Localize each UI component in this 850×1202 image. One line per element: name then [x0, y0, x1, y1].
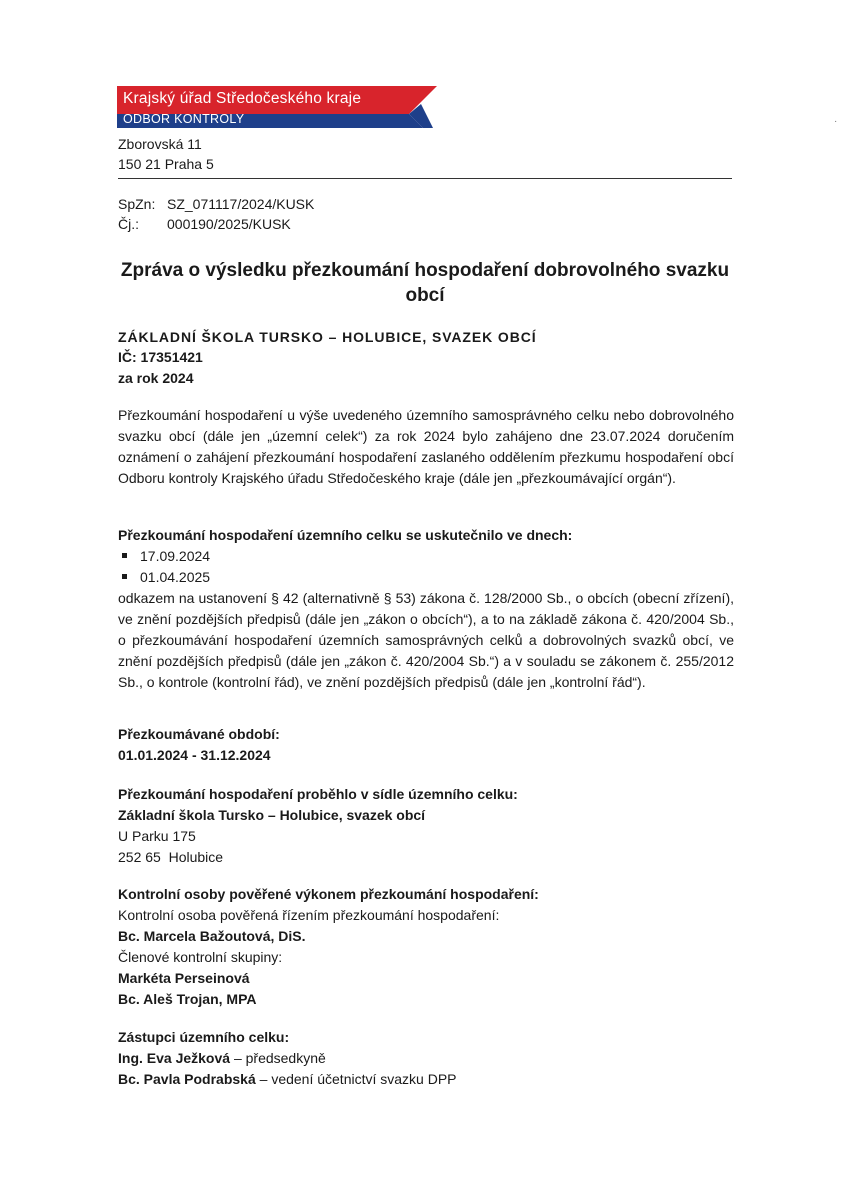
lead-inspector-name: Bc. Marcela Bažoutová, DiS. [118, 928, 306, 944]
member-name: Bc. Aleš Trojan, MPA [118, 991, 257, 1007]
location-heading: Přezkoumání hospodaření proběhlo v sídle územního celku: [118, 786, 518, 802]
dates-heading: Přezkoumání hospodaření územního celku se uskutečnilo ve dnech: [118, 527, 573, 543]
representative-role: – předsedkyně [230, 1050, 326, 1066]
location-city: 252 65 Holubice [118, 849, 224, 865]
representative-row [118, 1048, 326, 1069]
period-value: 01.01.2024 - 31.12.2024 [118, 747, 271, 763]
inspectors-heading: Kontrolní osoby pověřené výkonem přezkoumání hospodaření: [118, 886, 539, 902]
period-heading: Přezkoumávané období: [118, 726, 280, 742]
spzn-value: SZ_071117/2024/KUSK [167, 196, 315, 212]
legal-basis-paragraph: odkazem na ustanovení § 42 (alternativně § 53) zákona č. 128/2000 Sb., o obcích (obecní zřízení), ve znění pozdějších předpisů (dále jen „zákon o obcích“), a to na základě zákona č. 420/2004 Sb., o přezkoumávání hospodaření územních samosprávných celků a dobrovolných svazků obcí, ve znění pozdějších předpisů (dále jen „zákon č. 420/2004 Sb.“) a v souladu se zákonem č. 255/2012 Sb., o kontrole (kontrolní řád), ve znění pozdějších předpisů (dále jen „kontrolní řád“). [118, 590, 734, 690]
spzn-label: SpZn: [118, 196, 156, 212]
document-title: Zpráva o výsledku přezkoumání hospodaření dobrovolného svazku obcí [120, 260, 730, 306]
header-divider [118, 178, 732, 179]
members-label: Členové kontrolní skupiny: [118, 949, 283, 965]
representative-name: Ing. Eva Ježková [118, 1050, 231, 1066]
logo-department: ODBOR KONTROLY [123, 112, 245, 126]
representative-row [118, 1069, 457, 1090]
cj-value: 000190/2025/KUSK [167, 216, 291, 232]
date-item: 01.04.2025 [118, 567, 210, 588]
location-name: Základní škola Tursko – Holubice, svazek obcí [118, 807, 426, 823]
office-city: 150 21 Praha 5 [118, 156, 214, 172]
cj-label: Čj.: [118, 216, 139, 232]
date-item: 17.09.2024 [118, 546, 210, 567]
scan-dot: · [834, 116, 838, 127]
location-street: U Parku 175 [118, 828, 196, 844]
office-street: Zborovská 11 [118, 136, 202, 152]
subject-ico: IČ: 17351421 [118, 349, 203, 365]
logo-org-name: Krajský úřad Středočeského kraje [123, 90, 362, 107]
representatives-heading: Zástupci územního celku: [118, 1029, 290, 1045]
dates-list [118, 546, 210, 588]
lead-inspector-label: Kontrolní osoba pověřená řízením přezkoumání hospodaření: [118, 907, 500, 923]
representative-name: Bc. Pavla Podrabská [118, 1071, 256, 1087]
representative-role: – vedení účetnictví svazku DPP [255, 1071, 457, 1087]
member-name: Markéta Perseinová [118, 970, 250, 986]
subject-year: za rok 2024 [118, 370, 194, 386]
intro-paragraph: Přezkoumání hospodaření u výše uvedeného územního samosprávného celku nebo dobrovolného svazku obcí (dále jen „územní celek“) za rok 2024 bylo zahájeno dne 23.07.2024 doručením oznámení o zahájení přezkoumání hospodaření zaslaného oddělením přezkumu hospodaření obcí Odboru kontroly Krajského úřadu Středočeského kraje (dále jen „přezkoumávající orgán“). [118, 407, 734, 486]
subject-name: ZÁKLADNÍ ŠKOLA TURSKO – HOLUBICE, SVAZEK OBCÍ [118, 329, 537, 345]
